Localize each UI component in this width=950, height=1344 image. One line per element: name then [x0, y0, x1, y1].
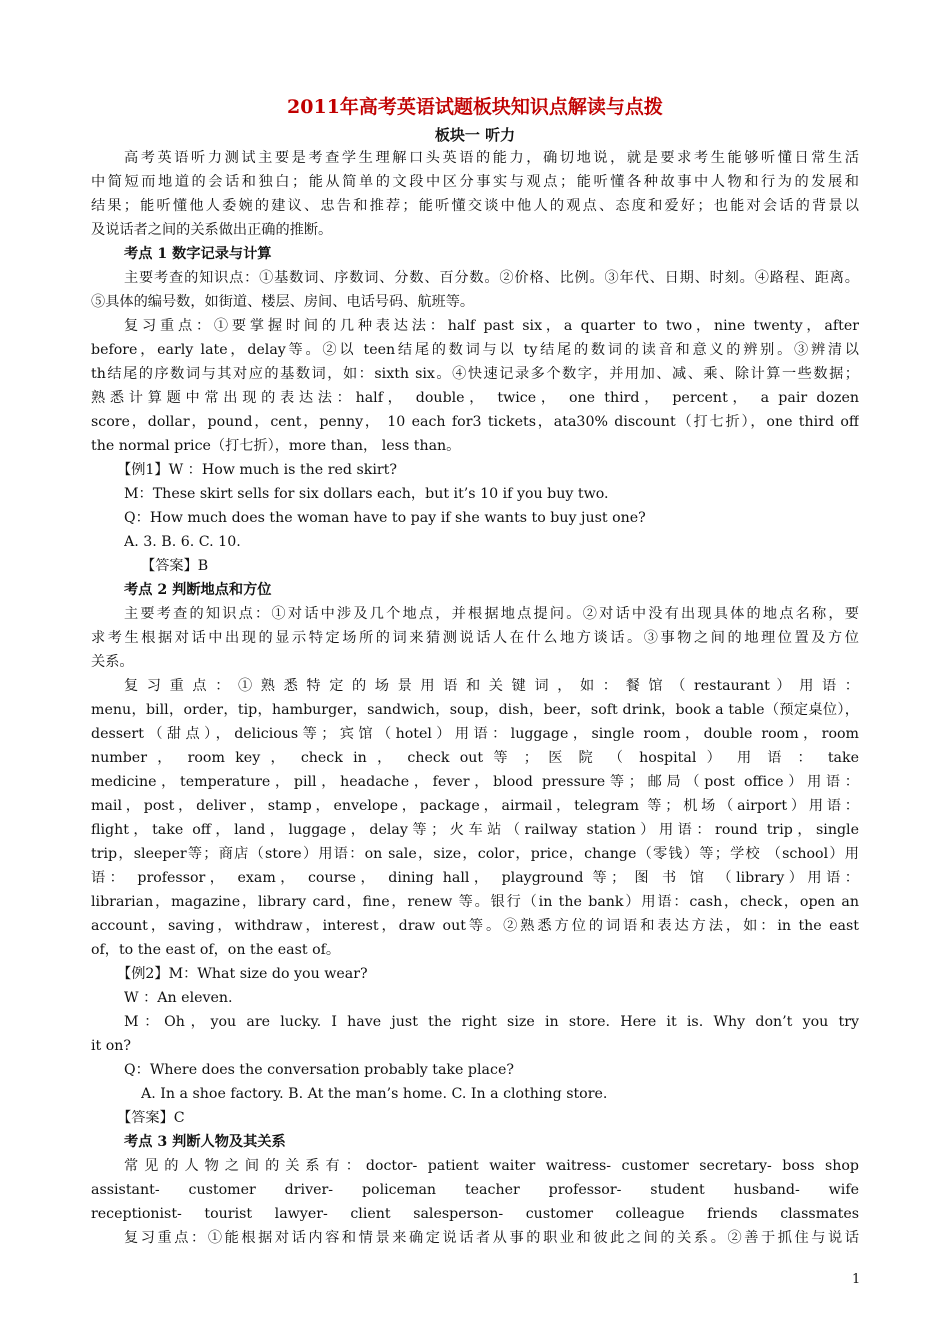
paragraph-line: of，to the east of，on the east of。 — [91, 942, 341, 958]
topic-heading: 考点 3 判断人物及其关系 — [124, 1134, 286, 1150]
answer-line: 【答案】B — [141, 558, 209, 574]
paragraph-line: 复习重点：①能根据对话内容和情景来确定说话者从事的职业和彼此之间的关系。②善于抓住与说话 — [124, 1230, 859, 1246]
paragraph-line: menu，bill，order，tip，hamburger，sandwich，soup，dish，beer，soft drink，book a table（预定桌位）， — [91, 702, 859, 718]
paragraph-line: 结果；能听懂他人委婉的建议、忠告和推荐；能听懂交谈中他人的观点、态度和爱好；也能对会话的背景以 — [91, 198, 859, 214]
paragraph-line: 中简短而地道的会话和独白；能从简单的文段中区分事实与观点；能听懂各种故事中人物和行为的发展和 — [91, 174, 859, 190]
paragraph-line: 高考英语听力测试主要是考查学生理解口头英语的能力，确切地说，就是要求考生能够听懂日常生活 — [124, 150, 859, 166]
section-heading: 板块一 听力 — [434, 126, 516, 144]
paragraph-line: number ， room key ， check in ， check out 等 ； 医 院 （ hospital ） 用 语 ： take — [91, 750, 859, 766]
paragraph-line: 复习重点：①要掌握时间的几种表达法：half past six，a quarter to two，nine twenty，after — [124, 318, 859, 334]
paragraph-line: medicine，temperature，pill，headache，fever，blood pressure等；邮局（post office）用语： — [91, 774, 859, 790]
example-line: 【例1】W ：How much is the red skirt? — [117, 462, 397, 478]
example-line: it on? — [91, 1038, 132, 1054]
example-line: Q：Where does the conversation probably take place? — [124, 1062, 514, 1078]
paragraph-line: th结尾的序数词与其对应的基数词，如：sixth six。④快速记录多个数字，并用加、减、乘、除计算一些数据； — [91, 366, 859, 382]
topic-heading: 考点 2 判断地点和方位 — [124, 582, 272, 598]
answer-line: 【答案】C — [117, 1110, 185, 1126]
paragraph-line: 主要考查的知识点：①基数词、序数词、分数、百分数。②价格、比例。③年代、日期、时刻。④路程、距离。 — [124, 270, 859, 286]
paragraph-line: 关系。 — [91, 654, 134, 670]
answer-options: A. 3. B. 6. C. 10. — [124, 534, 241, 550]
page-number: 1 — [852, 1272, 861, 1287]
paragraph-line: 语： professor， exam， course， dining hall， playground 等； 图 书 馆 （library）用语： — [91, 870, 859, 886]
document-title: 2011年高考英语试题板块知识点解读与点拨 — [287, 96, 663, 118]
paragraph-line: before，early late，delay等。②以 teen结尾的数词与以 ty结尾的数词的读音和意义的辨别。③辨清以 — [91, 342, 859, 358]
paragraph-line: 复 习 重 点 ： ① 熟 悉 特 定 的 场 景 用 语 和 关 键 词 ， 如 ： 餐 馆 （ restaurant ） 用 语 ： — [124, 678, 859, 694]
paragraph-line: 求考生根据对话中出现的显示特定场所的词来猜测说话人在什么地方谈话。③事物之间的地理位置及方位 — [91, 630, 859, 646]
paragraph-line: flight，take off，land，luggage，delay等；火车站（railway station）用语：round trip，single — [91, 822, 859, 838]
paragraph-line: 熟悉计算题中常出现的表达法：half， double， twice， one third， percent， a pair dozen — [91, 390, 859, 406]
example-line: M：These skirt sells for six dollars each，but it’s 10 if you buy two. — [124, 486, 609, 502]
paragraph-line: dessert（甜点），delicious等；宾馆（hotel）用语：luggage，single room，double room，room — [91, 726, 859, 742]
paragraph-line: assistant- customer driver- policeman teacher professor- student husband- wife — [91, 1182, 859, 1198]
paragraph-line: receptionist- tourist lawyer- client salesperson- customer colleague friends classmates — [91, 1206, 859, 1222]
paragraph-line: 及说话者之间的关系做出正确的推断。 — [91, 222, 333, 238]
example-line: 【例2】M：What size do you wear? — [117, 966, 368, 982]
answer-options: A. In a shoe factory. B. At the man’s home. C. In a clothing store. — [141, 1086, 608, 1102]
example-line: Q：How much does the woman have to pay if she wants to buy just one? — [124, 510, 646, 526]
topic-heading: 考点 1 数字记录与计算 — [124, 246, 272, 262]
paragraph-line: 主要考查的知识点：①对话中涉及几个地点，并根据地点提问。②对话中没有出现具体的地点名称，要 — [124, 606, 859, 622]
paragraph-line: mail，post，deliver，stamp，envelope，package，airmail，telegram 等；机场（airport）用语： — [91, 798, 859, 814]
paragraph-line: librarian，magazine，library card，fine，renew 等。银行（in the bank）用语：cash，check，open an — [91, 894, 859, 910]
example-line: W ：An eleven. — [124, 990, 233, 1006]
paragraph-line: trip，sleeper等；商店（store）用语：on sale，size，color，price，change（零钱）等；学校 （school）用 — [91, 846, 859, 862]
paragraph-line: account，saving，withdraw，interest，draw out等。②熟悉方位的词语和表达方法，如：in the east — [91, 918, 859, 934]
paragraph-line: score，dollar，pound，cent，penny， 10 each for3 tickets，ata30% discount（打七折），one third off — [91, 414, 859, 430]
paragraph-line: ⑤具体的编号数，如街道、楼层、房间、电话号码、航班等。 — [91, 294, 475, 310]
example-line: M：Oh，you are lucky. I have just the right size in store. Here it is. Why don’t you try — [124, 1014, 859, 1030]
paragraph-line: 常见的人物之间的关系有：doctor- patient waiter waitress- customer secretary- boss shop — [124, 1158, 859, 1174]
paragraph-line: the normal price（打七折），more than， less than。 — [91, 438, 461, 454]
